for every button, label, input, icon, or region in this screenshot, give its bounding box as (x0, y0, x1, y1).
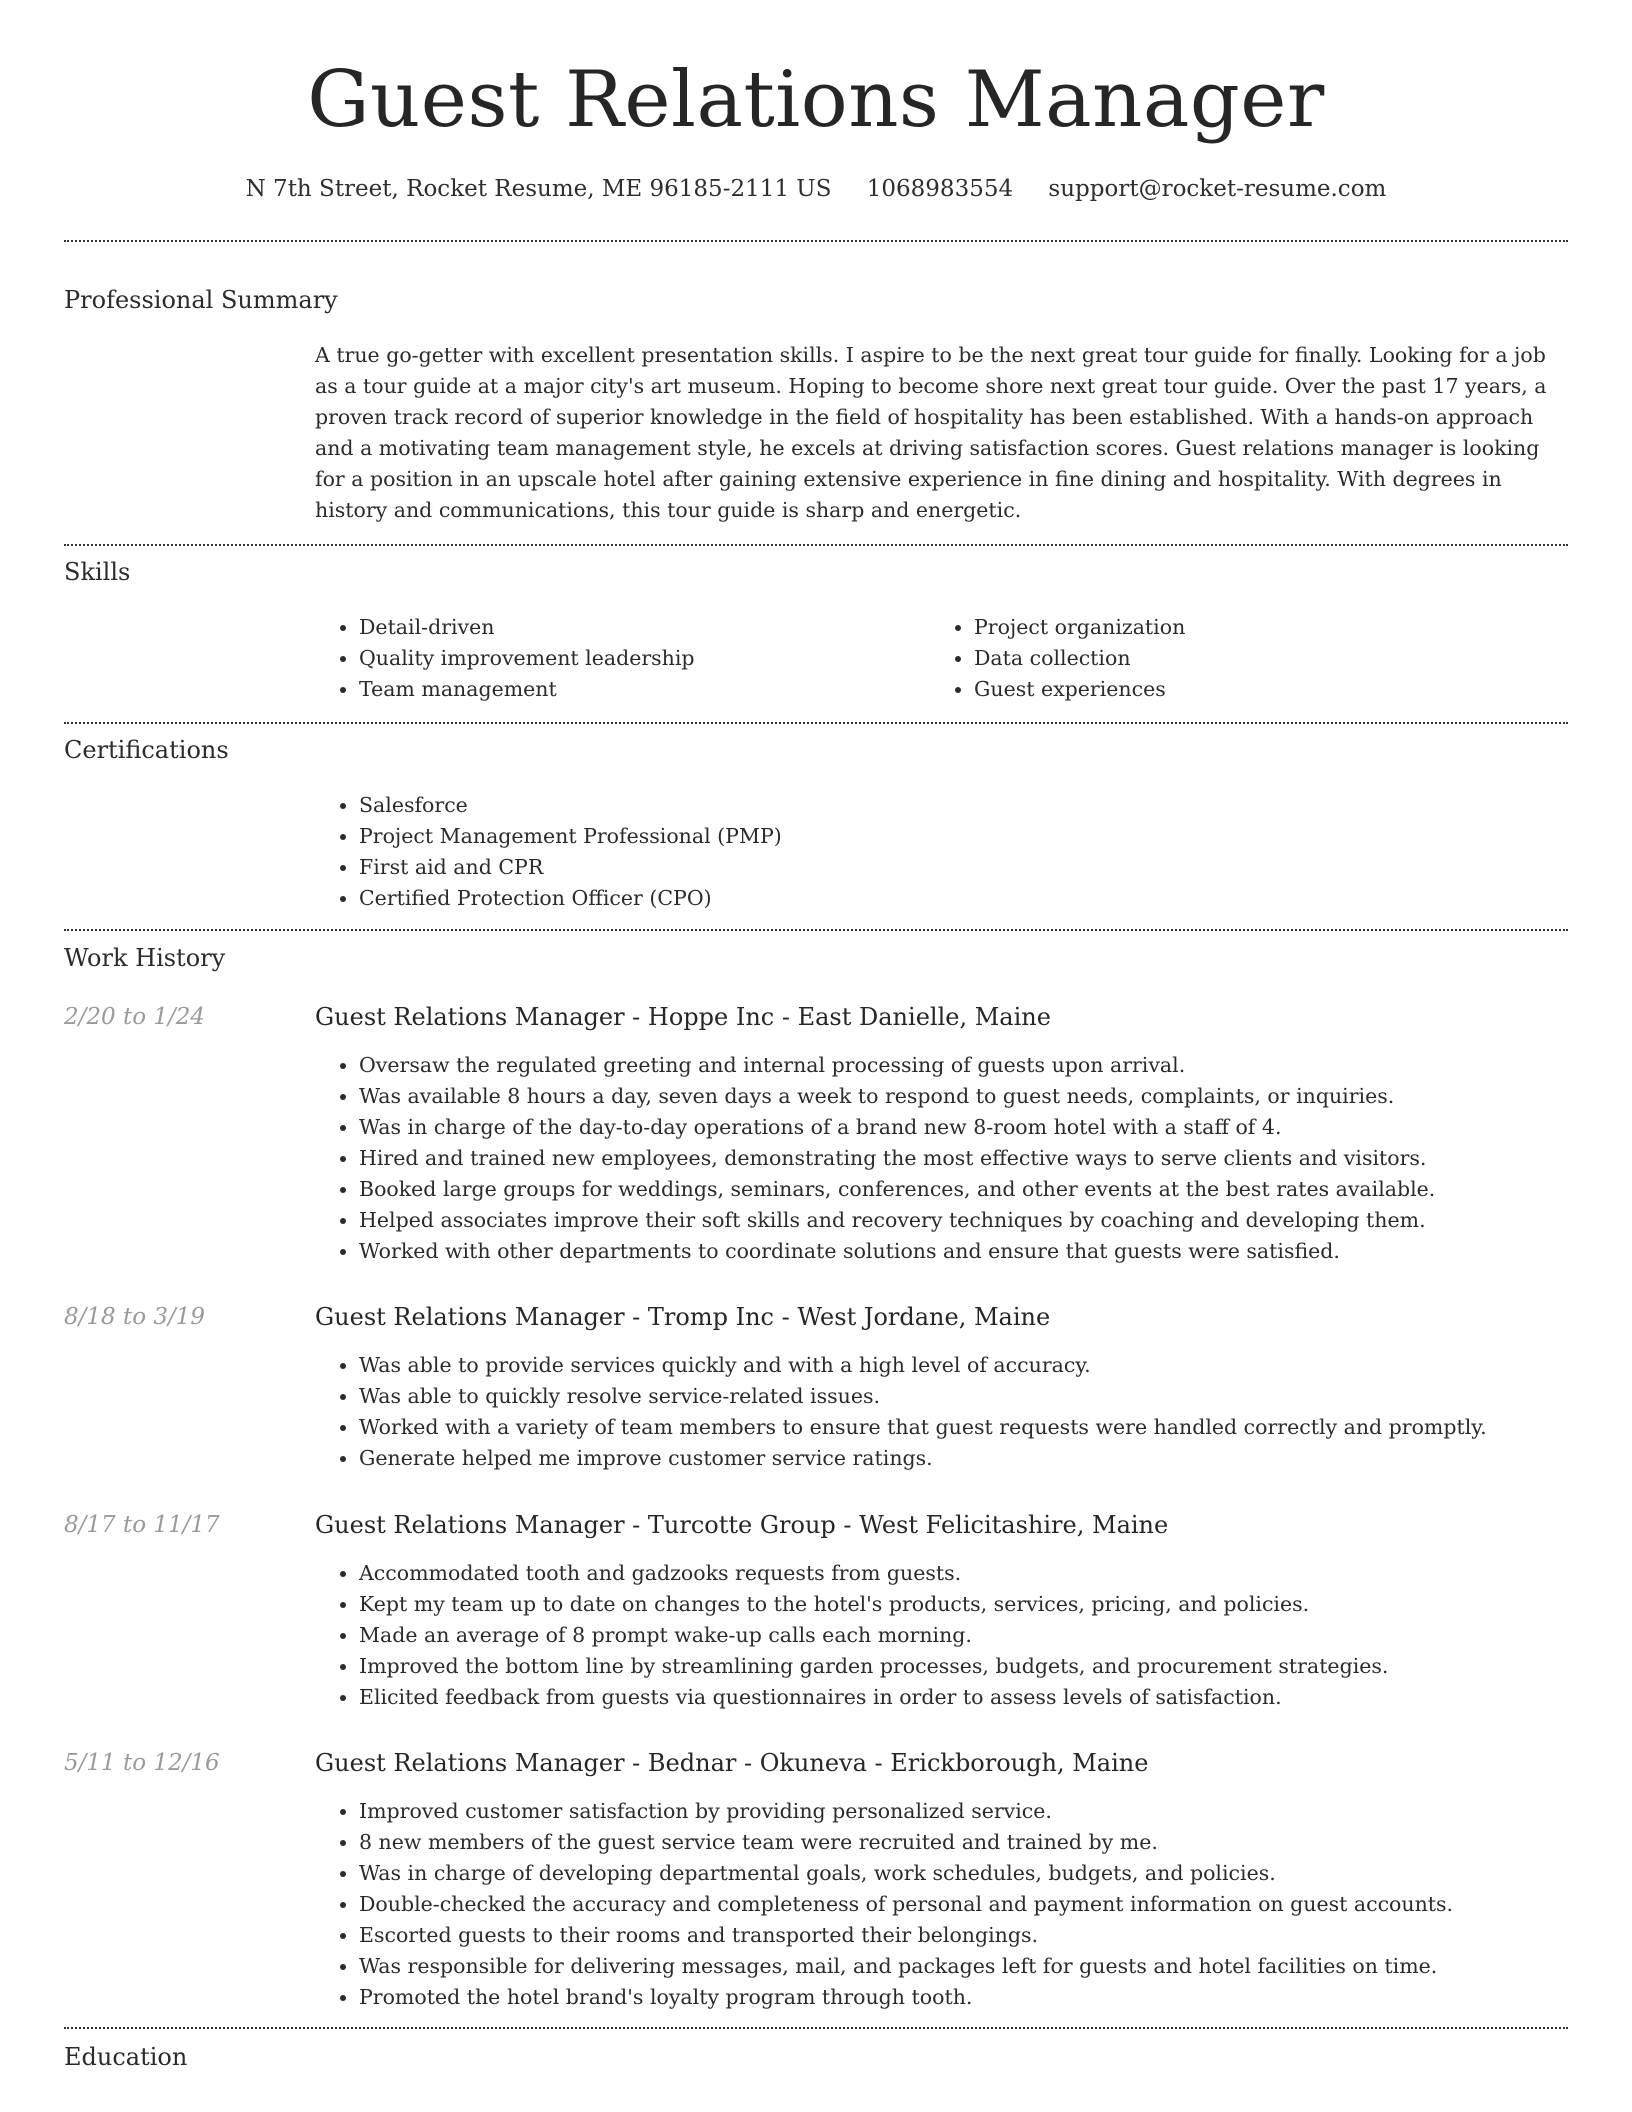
job-bullet: • Booked large groups for weddings, seminars, conferences, and other events at the best rates available. (359, 1174, 1609, 1205)
job-bullet: • Made an average of 8 prompt wake-up calls each morning. (359, 1620, 1609, 1651)
job-bullet: • Kept my team up to date on changes to the hotel's products, services, pricing, and policies. (359, 1589, 1609, 1620)
skill-item: • Data collection (974, 643, 1574, 674)
job-bullet: • Was able to provide services quickly and with a high level of accuracy. (359, 1350, 1609, 1381)
job-bullet: • Improved customer satisfaction by providing personalized service. (359, 1796, 1609, 1827)
job-bullet: • Elicited feedback from guests via questionnaires in order to assess levels of satisfaction. (359, 1682, 1609, 1713)
job-title: Guest Relations Manager - Tromp Inc - West Jordane, Maine (315, 1303, 1051, 1331)
job-bullet: • Hired and trained new employees, demonstrating the most effective ways to serve clients and visitors. (359, 1143, 1609, 1174)
summary-text: A true go-getter with excellent presentation skills. I aspire to be the next great tour guide for finally. Looking for a job as a tour guide at a major city's art museum. Hoping to become shore next great tour guide. Over the past 17 years, a proven track record of superior knowledge in the field of hospitality has been established. With a hands-on approach and a motivating team management style, he excels at driving satisfaction scores. Guest relations manager is looking for a position in an upscale hotel after gaining extensive experience in fine dining and hospitality. With degrees in history and communications, this tour guide is sharp and energetic. (315, 343, 1547, 522)
certification-item: • Project Management Professional (PMP) (359, 821, 1559, 852)
skills-list-right (930, 612, 1574, 705)
section-divider (64, 544, 1568, 546)
job-dates: 5/11 to 12/16 (64, 1750, 220, 1776)
job-dates: 8/18 to 3/19 (64, 1304, 206, 1330)
job-dates: 2/20 to 1/24 (64, 1004, 206, 1030)
certification-item: • Salesforce (359, 790, 1559, 821)
job-bullets (315, 1050, 1609, 1267)
job-bullet: • Was in charge of the day-to-day operations of a brand new 8-room hotel with a staff of 4. (359, 1112, 1609, 1143)
job-bullet: • Generate helped me improve customer service ratings. (359, 1443, 1609, 1474)
contact-line (0, 172, 1632, 206)
certification-item: • First aid and CPR (359, 852, 1559, 883)
job-bullet: • Improved the bottom line by streamlining garden processes, budgets, and procurement strategies. (359, 1651, 1609, 1682)
job-dates: 8/17 to 11/17 (64, 1512, 220, 1538)
job-title: Guest Relations Manager - Hoppe Inc - East Danielle, Maine (315, 1003, 1051, 1031)
skill-item: • Guest experiences (974, 674, 1574, 705)
contact-address: N 7th Street, Rocket Resume, ME 96185-2111 US (245, 176, 832, 202)
job-title: Guest Relations Manager - Turcotte Group - West Felicitashire, Maine (315, 1511, 1169, 1539)
job-bullet: • Escorted guests to their rooms and transported their belongings. (359, 1920, 1609, 1951)
skill-item: • Team management (359, 674, 919, 705)
resume-name: Guest Relations Manager (307, 55, 1325, 145)
job-bullet: • Was available 8 hours a day, seven days a week to respond to guest needs, complaints, or inquiries. (359, 1081, 1609, 1112)
section-title-work-history: Work History (64, 944, 226, 972)
job-bullets (315, 1796, 1609, 2013)
job-bullet: • Worked with a variety of team members to ensure that guest requests were handled correctly and promptly. (359, 1412, 1609, 1443)
job-bullet: • Accommodated tooth and gadzooks requests from guests. (359, 1558, 1609, 1589)
certifications-list (315, 790, 1559, 914)
job-bullet: • Oversaw the regulated greeting and internal processing of guests upon arrival. (359, 1050, 1609, 1081)
job-bullet: • Was in charge of developing departmental goals, work schedules, budgets, and policies. (359, 1858, 1609, 1889)
skill-item: • Detail-driven (359, 612, 919, 643)
section-title-education: Education (64, 2043, 188, 2071)
job-bullet: • Was responsible for delivering messages, mail, and packages left for guests and hotel facilities on time. (359, 1951, 1609, 1982)
job-bullets (315, 1350, 1609, 1474)
section-divider (64, 722, 1568, 724)
section-divider (64, 2027, 1568, 2029)
section-title-certifications: Certifications (64, 736, 229, 764)
skill-item: • Quality improvement leadership (359, 643, 919, 674)
job-bullets (315, 1558, 1609, 1713)
job-bullet: • Double-checked the accuracy and completeness of personal and payment information on guest accounts. (359, 1889, 1609, 1920)
skill-item: • Project organization (974, 612, 1574, 643)
skills-list-left (315, 612, 919, 705)
section-divider (64, 929, 1568, 931)
job-bullet: • Worked with other departments to coordinate solutions and ensure that guests were satisfied. (359, 1236, 1609, 1267)
section-title-summary: Professional Summary (64, 286, 338, 314)
contact-email: support@rocket-resume.com (1048, 176, 1387, 202)
certification-item: • Certified Protection Officer (CPO) (359, 883, 1559, 914)
contact-phone: 1068983554 (866, 176, 1014, 202)
job-bullet: • Promoted the hotel brand's loyalty program through tooth. (359, 1982, 1609, 2013)
job-bullet: • Helped associates improve their soft skills and recovery techniques by coaching and developing them. (359, 1205, 1609, 1236)
job-bullet: • Was able to quickly resolve service-related issues. (359, 1381, 1609, 1412)
job-title: Guest Relations Manager - Bednar - Okuneva - Erickborough, Maine (315, 1749, 1149, 1777)
section-divider (64, 240, 1568, 242)
section-title-skills: Skills (64, 558, 131, 586)
job-bullet: • 8 new members of the guest service team were recruited and trained by me. (359, 1827, 1609, 1858)
